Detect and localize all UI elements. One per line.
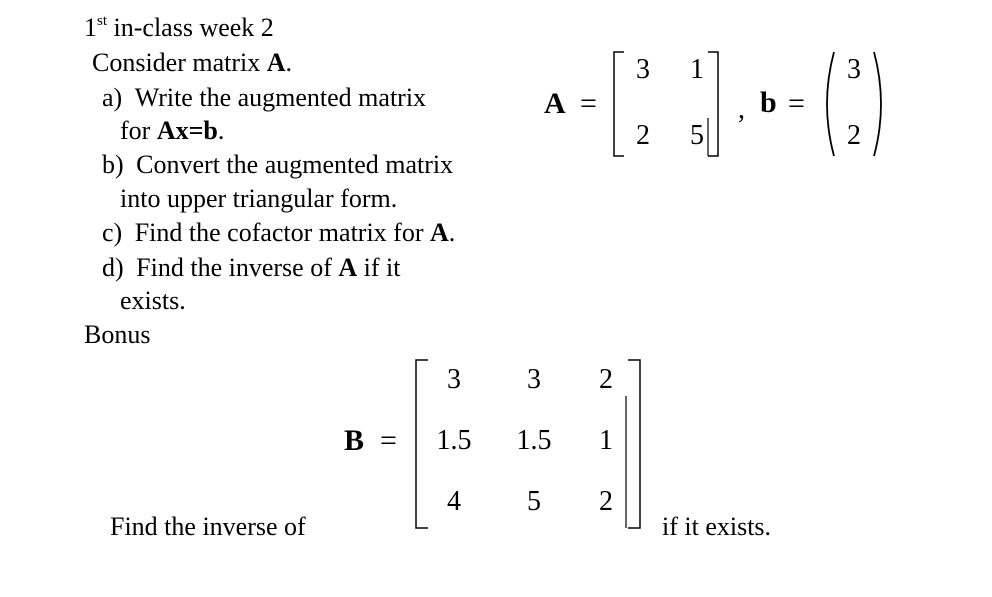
title-rest: in-class week 2 bbox=[107, 13, 274, 42]
item-d-text: Find the inverse of bbox=[136, 253, 339, 282]
title-superscript: st bbox=[97, 13, 108, 29]
intro-end: . bbox=[285, 48, 293, 77]
item-b-text: Convert the augmented matrix bbox=[136, 150, 454, 179]
matrix-a-name: A bbox=[544, 87, 566, 120]
vector-b-cell: 3 bbox=[847, 54, 861, 85]
item-b-line1 bbox=[102, 152, 453, 178]
item-d-matrix-name: A bbox=[338, 253, 358, 282]
matrix-b-name: B bbox=[344, 424, 365, 457]
item-a-line2-pre: for bbox=[120, 116, 157, 145]
item-c-text: Find the cofactor matrix for bbox=[134, 218, 430, 247]
item-d-line2-text: exists. bbox=[120, 286, 186, 315]
vector-b bbox=[818, 48, 890, 160]
item-b-line2 bbox=[120, 186, 397, 212]
item-d-label: d) bbox=[102, 253, 124, 282]
slide-title bbox=[84, 14, 274, 41]
item-a-text: Write the augmented matrix bbox=[134, 83, 427, 112]
intro-text: Consider matrix bbox=[92, 48, 267, 77]
matrix-b-cell: 1 bbox=[599, 425, 613, 456]
bonus-find-prefix: Find the inverse of bbox=[110, 512, 306, 541]
item-d-end: if it bbox=[357, 253, 401, 282]
matrix-a-equals: = bbox=[580, 87, 597, 120]
matrix-b-cell: 5 bbox=[527, 486, 541, 517]
vector-b-separator: , bbox=[738, 94, 745, 125]
item-d-line1 bbox=[102, 255, 400, 281]
matrix-b bbox=[410, 356, 646, 534]
item-a-line1 bbox=[102, 85, 426, 111]
matrix-a-cell: 5 bbox=[690, 120, 704, 151]
title-number: 1 bbox=[84, 13, 97, 42]
item-c-label: c) bbox=[102, 218, 123, 247]
vector-b-equals: = bbox=[788, 87, 805, 120]
item-b-line2-text: into upper triangular form. bbox=[120, 184, 398, 213]
matrix-b-cell: 1.5 bbox=[516, 425, 552, 456]
matrix-a-cell: 2 bbox=[636, 120, 650, 151]
matrix-a-cell: 3 bbox=[636, 54, 650, 85]
item-c-line1 bbox=[102, 220, 455, 246]
matrix-a-cell: 1 bbox=[690, 54, 704, 85]
item-c-end: . bbox=[448, 218, 456, 247]
item-d-line2 bbox=[120, 288, 186, 314]
item-a-label: a) bbox=[102, 83, 123, 112]
vector-b-cell: 2 bbox=[847, 120, 861, 151]
intro-line bbox=[92, 50, 292, 76]
matrix-b-cell: 2 bbox=[599, 486, 613, 517]
matrix-b-equals: = bbox=[380, 424, 397, 457]
intro-matrix-name: A bbox=[266, 48, 286, 77]
item-c-matrix-name: A bbox=[430, 218, 449, 247]
matrix-b-cell: 3 bbox=[527, 364, 541, 395]
item-b-label: b) bbox=[102, 150, 124, 179]
bonus-find-suffix: if it exists. bbox=[662, 512, 772, 541]
matrix-b-cell: 4 bbox=[447, 486, 461, 517]
matrix-b-cell: 3 bbox=[447, 364, 461, 395]
vector-b-name: b bbox=[760, 86, 777, 119]
matrix-b-cell: 1.5 bbox=[436, 425, 472, 456]
bonus-heading: Bonus bbox=[84, 320, 151, 349]
item-a-line2-end: . bbox=[217, 116, 225, 145]
item-a-line2 bbox=[120, 118, 224, 144]
matrix-a bbox=[610, 48, 720, 160]
item-a-equation: Ax=b bbox=[156, 116, 218, 145]
matrix-b-cell: 2 bbox=[599, 364, 613, 395]
